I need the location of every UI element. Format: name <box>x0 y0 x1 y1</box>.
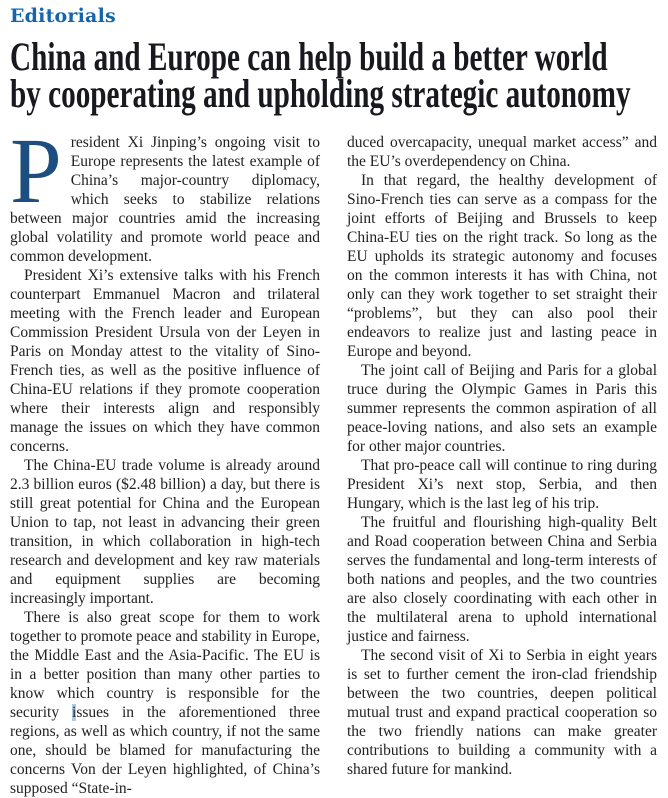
article-body <box>10 120 657 798</box>
article-column-left <box>10 120 320 798</box>
article-paragraph: The China-EU trade volume is already around 2.3 billion euros ($2.48 billion) a day, but there is still great potential for China and the European Union to tap, not least in advancing their green transition, in which collaboration in high-tech research and development and key raw materials and equipment supplies are becoming increasingly important. <box>10 457 320 607</box>
article-paragraph: That pro-peace call will continue to ring during President Xi’s next stop, Serbia, and then Hungary, which is the last leg of his trip. <box>347 457 657 512</box>
headline-line-2: by cooperating and upholding strategic autonomy <box>10 71 631 116</box>
article-paragraph: President Xi’s extensive talks with his French counterpart Emmanuel Macron and trilateral meeting with the French leader and European Commission President Ursula von der Leyen in Paris on Monday attest to the vitality of Sino-French ties, as well as the positive influence of China-EU relations if they promote cooperation where their interests align and responsibly manage the issues on which they have common concerns. <box>10 267 320 455</box>
article-paragraph: The fruitful and flourishing high-quality Belt and Road cooperation between China and Serbia serves the fundamental and long-term interests of both nations and peoples, and the two countries are also closely coordinating with each other in the multilateral arena to uphold international justice and fairness. <box>347 514 657 645</box>
article-paragraph: The joint call of Beijing and Paris for a global truce during the Olympic Games in Paris this summer represents the common aspiration of all peace-loving nations, and also sets an example for other major countries. <box>347 362 657 455</box>
section-kicker: Editorials <box>10 5 116 27</box>
selected-text: i <box>72 704 77 721</box>
article-paragraph: duced overcapacity, unequal market access” and the EU’s overdependency on China. <box>347 134 657 170</box>
article-paragraph: There is also great scope for them to work together to promote peace and stability in Europe, the Middle East and the Asia-Pacific. The EU is in a better position than many other parties to know which country is responsible for the security issues in the aforementioned three regions, as well as which country, if not the same one, should be blamed for manufacturing the concerns Von der Leyen highlighted, of China’s supposed “State-in- <box>10 609 320 797</box>
article-paragraph: In that regard, the healthy development of Sino-French ties can serve as a compass for the joint efforts of Beijing and Brussels to keep China-EU ties on the right track. So long as the EU upholds its strategic autonomy and focuses on the common interests it has with China, not only can they work together to set straight their “problems”, but they can also pool their endeavors to realize just and lasting peace in Europe and beyond. <box>347 172 657 360</box>
article-paragraph: The second visit of Xi to Serbia in eight years is set to further cement the iron-clad friendship between the two countries, deepen political mutual trust and expand practical cooperation so the two friendly nations can make greater contributions to building a community with a shared future for mankind. <box>347 647 657 778</box>
drop-cap: P <box>10 120 62 223</box>
article-column-right <box>347 133 657 779</box>
article-paragraph: President Xi Jinping’s ongoing visit to Europe represents the latest example of China’s major-country diplomacy, which seeks to stabilize relations between major countries amid the increasing global volatility and promote world peace and common development. <box>10 120 320 265</box>
article-headline <box>10 34 657 116</box>
headline-line-1: China and Europe can help build a better world <box>10 34 608 79</box>
